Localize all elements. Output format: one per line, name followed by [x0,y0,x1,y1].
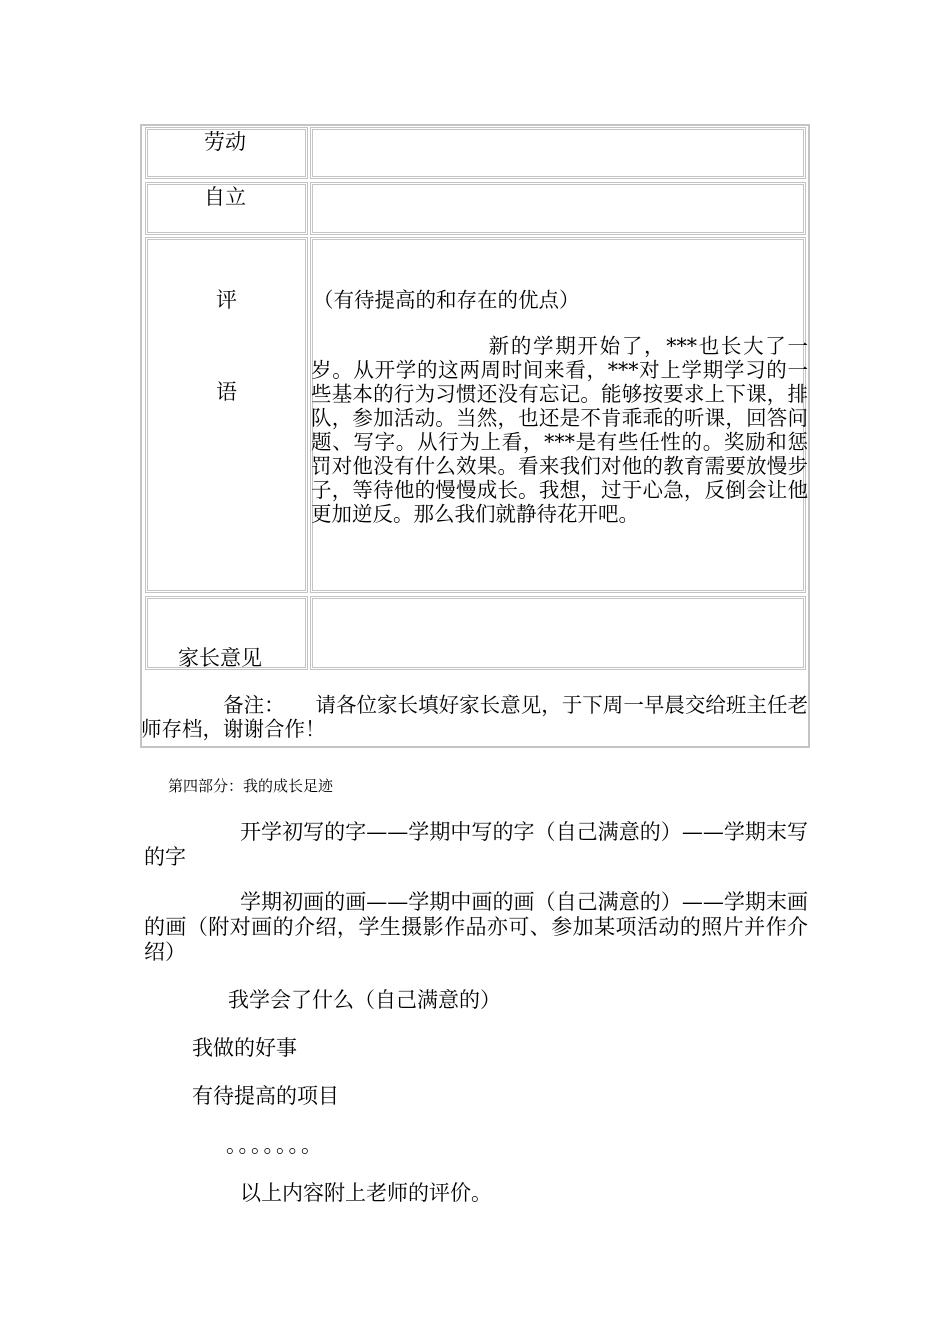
parent-opinion-value-cell [310,596,806,670]
section-heading: 第四部分：我的成长足迹 [168,777,334,795]
self-reliance-value-cell [310,182,806,235]
comment-hint: （有待提高的和存在的优点） [313,288,580,312]
growth-item-drawing: 学期初画的画——学期中画的画（自己满意的）——学期末画的画（附对画的介绍，学生摄影作品亦可、参加某项活动的照片并作介绍） [144,890,808,964]
note [141,693,808,741]
teacher-comment [311,334,808,526]
comment-indent [311,334,489,358]
labor-value-cell [310,127,806,179]
parent-opinion-label: 家长意见 [178,646,262,670]
growth-item-writing: 开学初写的字——学期中写的字（自己满意的）——学期末写的字 [144,820,808,869]
growth-item-to-improve: 有待提高的项目 [192,1084,339,1108]
self-reliance-label: 自立 [204,185,246,209]
growth-item-good-deeds: 我做的好事 [192,1036,297,1060]
teacher-evaluation-note: 以上内容附上老师的评价。 [240,1181,492,1205]
teacher-comment-text: 新的学期开始了，***也长大了一岁。从开学的这两周时间来看，***对上学期学习的一些基本的行为习惯还没有忘记。能够按要求上下课，排队，参加活动。当然，也还是不肯乖乖的听课，回答问题、写字。从行为上看，***是有些任性的。奖励和惩罚对他没有什么效果。看来我们对他的教育需要放慢步子，等待他的慢慢成长。我想，过于心急，反倒会让他更加逆反。那么我们就静待花开吧。 [311,334,809,526]
ellipsis-dots: 。。。。。。。 [226,1133,324,1157]
comment-label-first-char: 评 [216,288,237,312]
note-label: 备注： [223,693,275,717]
comment-label-second-char: 语 [216,380,237,404]
growth-item-learned: 我学会了什么（自己满意的） [228,988,501,1012]
note-text: 请各位家长填好家长意见，于下周一早晨交给班主任老师存档，谢谢合作！ [141,693,809,741]
labor-label: 劳动 [204,130,246,154]
